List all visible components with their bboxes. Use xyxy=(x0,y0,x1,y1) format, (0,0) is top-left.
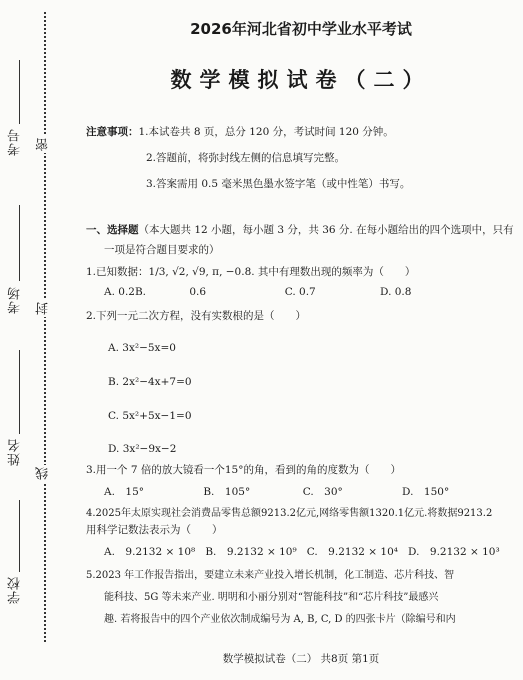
note-2: 2.答题前，将弥封线左侧的信息填写完整。 xyxy=(146,152,346,164)
exam-room-field[interactable] xyxy=(19,205,20,281)
q1-stem: 1.已知数据：1/3, √2, √9, π, −0.8. 其中有理数出现的频率为（ ） xyxy=(86,266,416,278)
q3-option-d[interactable]: D. 150° xyxy=(402,486,450,498)
q4-option-d[interactable]: D. 9.2132 × 10³ xyxy=(408,546,500,558)
q4-option-c[interactable]: C. 9.2132 × 10⁴ xyxy=(306,546,398,558)
q1-option-c[interactable]: C. 0.7 xyxy=(284,286,316,298)
section-1-desc: （本大题共 12 小题，每小题 3 分，共 36 分. 在每小题给出的四个选项中，只有 xyxy=(138,224,514,236)
q3-option-c[interactable]: C. 30° xyxy=(302,486,343,498)
note-3: 3.答案需用 0.5 毫米黑色墨水签字笔（或中性笔）书写。 xyxy=(146,178,411,190)
seal-dotted-line xyxy=(44,12,46,642)
section-1-label: 一、选择题 xyxy=(86,224,139,236)
q5-stem-line-3: 趣. 若将报告中的四个产业依次制成编号为 A, B, C, D 的四张卡片（除编号和内 xyxy=(104,614,456,625)
page-footer: 数学模拟试卷（二） 共8页 第1页 xyxy=(222,653,380,665)
exam-room-label: 考场 xyxy=(8,286,23,314)
q4-option-a[interactable]: A. 9.2132 × 10⁸ xyxy=(104,546,196,558)
q4-stem-line-1: 4.2025年太原实现社会消费品零售总额9213.2亿元,网络零售额1320.1亿元.将数据9213.2 xyxy=(86,508,493,519)
note-1: 1.本试卷共 8 页，总分 120 分，考试时间 120 分钟。 xyxy=(138,126,394,138)
exam-number-field[interactable] xyxy=(19,60,20,124)
notes-label: 注意事项： xyxy=(86,126,139,138)
q4-option-b[interactable]: B. 9.2132 × 10⁹ xyxy=(205,546,297,558)
section-1-desc-cont: 一项是符合题目要求的） xyxy=(104,244,220,256)
q2-option-d[interactable]: D. 3x²−9x−2 xyxy=(108,443,177,455)
q5-stem-line-1: 5.2023 年工作报告指出，要建立未来产业投入增长机制，化工制造、芯片科技、智 xyxy=(86,570,455,581)
section-1-heading xyxy=(86,222,514,237)
exam-title: 数学模拟试卷（二） xyxy=(170,68,432,92)
q1-options xyxy=(104,286,411,298)
q2-option-b[interactable]: B. 2x²−4x+7=0 xyxy=(108,376,192,388)
binding-margin xyxy=(0,0,68,680)
q3-option-b[interactable]: B. 105° xyxy=(203,486,251,498)
q3-options xyxy=(104,484,449,499)
q3-option-a[interactable]: A. 15° xyxy=(104,486,145,498)
exam-header: 2026年河北省初中学业水平考试 xyxy=(190,20,412,38)
q2-stem: 2.下列一元二次方程，没有实数根的是（ ） xyxy=(86,310,307,322)
school-field[interactable] xyxy=(19,500,20,572)
q1-option-d[interactable]: D. 0.8 xyxy=(380,286,412,298)
name-label: 姓名 xyxy=(8,438,23,466)
q1-option-b[interactable]: 0.6 xyxy=(189,286,207,298)
seal-text-xian: 线 xyxy=(36,467,51,480)
q4-stem-line-2: 用科学记数法表示为（ ） xyxy=(86,524,223,536)
q2-option-a[interactable]: A. 3x²−5x=0 xyxy=(108,342,176,354)
q5-stem-line-2: 能科技、5G 等未来产业. 明明和小丽分别对“智能科技”和“芯片科技”最感兴 xyxy=(104,592,439,603)
q3-stem: 3.用一个 7 倍的放大镜看一个15°的角，看到的角的度数为（ ） xyxy=(86,464,401,476)
exam-number-label: 考号 xyxy=(8,128,23,156)
seal-text-mi: 密 xyxy=(36,138,51,151)
q2-option-c[interactable]: C. 5x²+5x−1=0 xyxy=(108,410,192,422)
name-field[interactable] xyxy=(19,350,20,434)
notes-block xyxy=(86,124,394,139)
q1-option-a[interactable]: A. 0.2B. xyxy=(104,286,147,298)
school-label: 学校 xyxy=(8,576,23,604)
q4-options xyxy=(104,544,500,559)
seal-text-feng: 封 xyxy=(36,302,51,315)
